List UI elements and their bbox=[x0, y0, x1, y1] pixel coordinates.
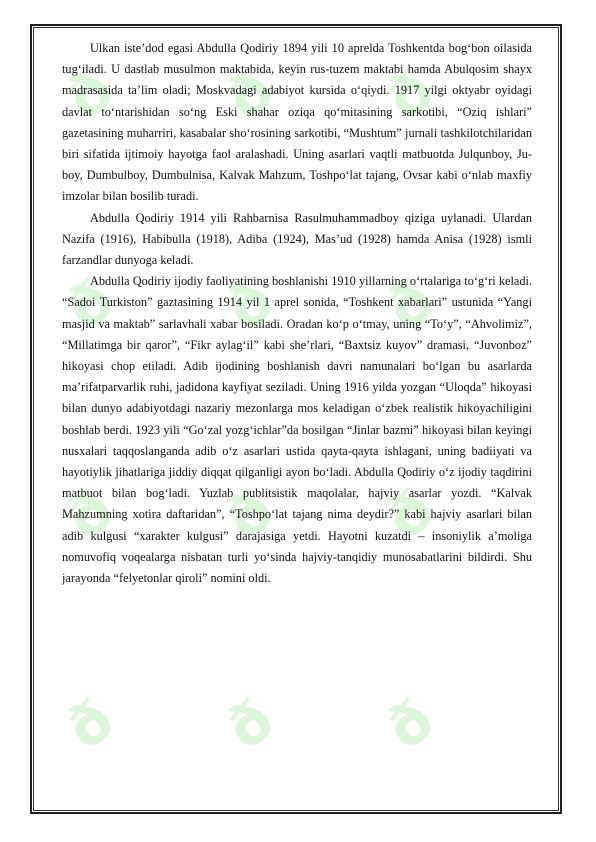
watermark-mark: ð bbox=[374, 264, 446, 344]
paragraph-creative-work: Abdulla Qodiriy ijodiy faoliyatining boshlanishi 1910 yillarning o‘rtalariga to‘g‘ri keladi. “Sadoi Turkiston” gaztasining 1914 yil 1 aprel sonida, “Toshkent xabarlari” ustunida “Yangi masjid va maktab” sarlavhali xabar bosiladi. Oradan ko‘p o‘tmay, uning “To‘y”, “Ahvolimiz”, “Millatimga bir qaror”, “Fikr aylag‘il” kabi she’rlari, “Baxtsiz kuyov” dramasi, “Juvonboz” hikoyasi chop etiladi. Adib ijodining boshlanish davri namunalari bo‘lgan bu asarlarda ma’rifatparvarlik ruhi, jadidona kayfiyat seziladi. Uning 1916 yilda yozgan “Uloqda” hikoyasi bilan dunyo adabiyotdagi nazariy mezonlarga mos keladigan o‘zbek realistik hikoyachiligini boshlab berdi. 1923 yili “Go‘zal yozg‘ichlar”da bosilgan “Jinlar bazmi” hikoyasi bilan keyingi nusxalari taqqoslanganda adib o‘z asarlari ustida qayta-qayta ishlagani, uning badiiyati va hayotiylik jihatlariga jiddiy diqqat qilganligi ayon bo‘ladi. Abdulla Qodiriy o‘z ijodiy taqdirini matbuot bilan bog‘ladi. Yuzlab publitsistik maqolalar, hajviy asarlar yozdi. “Kalvak Mahzumning xotira daftaridan”, “Toshpo‘lat tajang nima deydir?” kabi hajviy asarlari bilan adib kulgusi “xarakter kulgusi” darajasiga yetdi. Hayotni kuzatdi – insoniylik a’moliga nomuvofiq voqealarga nisbatan turli yo‘sinda hajviy-tanqidiy munosabatlarini bildirdi. Shu jarayonda “felyetonlar qiroli” nomini oldi. bbox=[62, 274, 532, 586]
watermark-mark: ð bbox=[54, 684, 126, 764]
watermark-mark: ð bbox=[374, 54, 446, 134]
watermark-mark: ð bbox=[54, 54, 126, 134]
watermark-mark: ð bbox=[214, 264, 286, 344]
watermark-mark: ð bbox=[374, 474, 446, 554]
watermark-mark: ð bbox=[374, 684, 446, 764]
paragraph-family: Abdulla Qodiriy 1914 yili Rahbarnisa Rasulmuhammadboy qiziga uylanadi. Ulardan Nazifa (1916), Habibulla (1918), Adiba (1924), Mas’ud (1928) hamda Anisa (1928) ismli farzandlar dunyoga keladi. bbox=[62, 210, 532, 268]
watermark-mark: ð bbox=[54, 474, 126, 554]
watermark-mark: ð bbox=[214, 474, 286, 554]
document-body bbox=[62, 38, 532, 589]
watermark-mark: ð bbox=[214, 684, 286, 764]
watermark-mark: ð bbox=[214, 54, 286, 134]
watermark-mark: ð bbox=[54, 264, 126, 344]
paragraph-biography: Ulkan iste’dod egasi Abdulla Qodiriy 1894 yili 10 aprelda Toshkentda bog‘bon oilasida tug‘iladi. U dastlab musulmon maktabida, keyin rus-tuzem maktabi hamda Abulqosim shayx madrasasida ta’lim oladi; Moskvadagi adabiyot kursida o‘qiydi. 1917 yilgi oktyabr oyidagi davlat to‘ntarishidan so‘ng Eski shahar oziqa qo‘mitasining sarkotibi, “Oziq ishlari” gazetasining muharriri, kasabalar sho‘rosining sarkotibi, “Mushtum” jurnali tashkilotchilaridan biri sifatida ijtimoiy hayotga faol aralashadi. Uning asarlari vaqtli matbuotda Julqunboy, Ju-boy, Dumbulboy, Dumbulnisa, Kalvak Mahzum, Toshpo‘lat tajang, Ovsar kabi o‘nlab maxfiy imzolar bilan bosilib turadi. bbox=[62, 41, 532, 204]
